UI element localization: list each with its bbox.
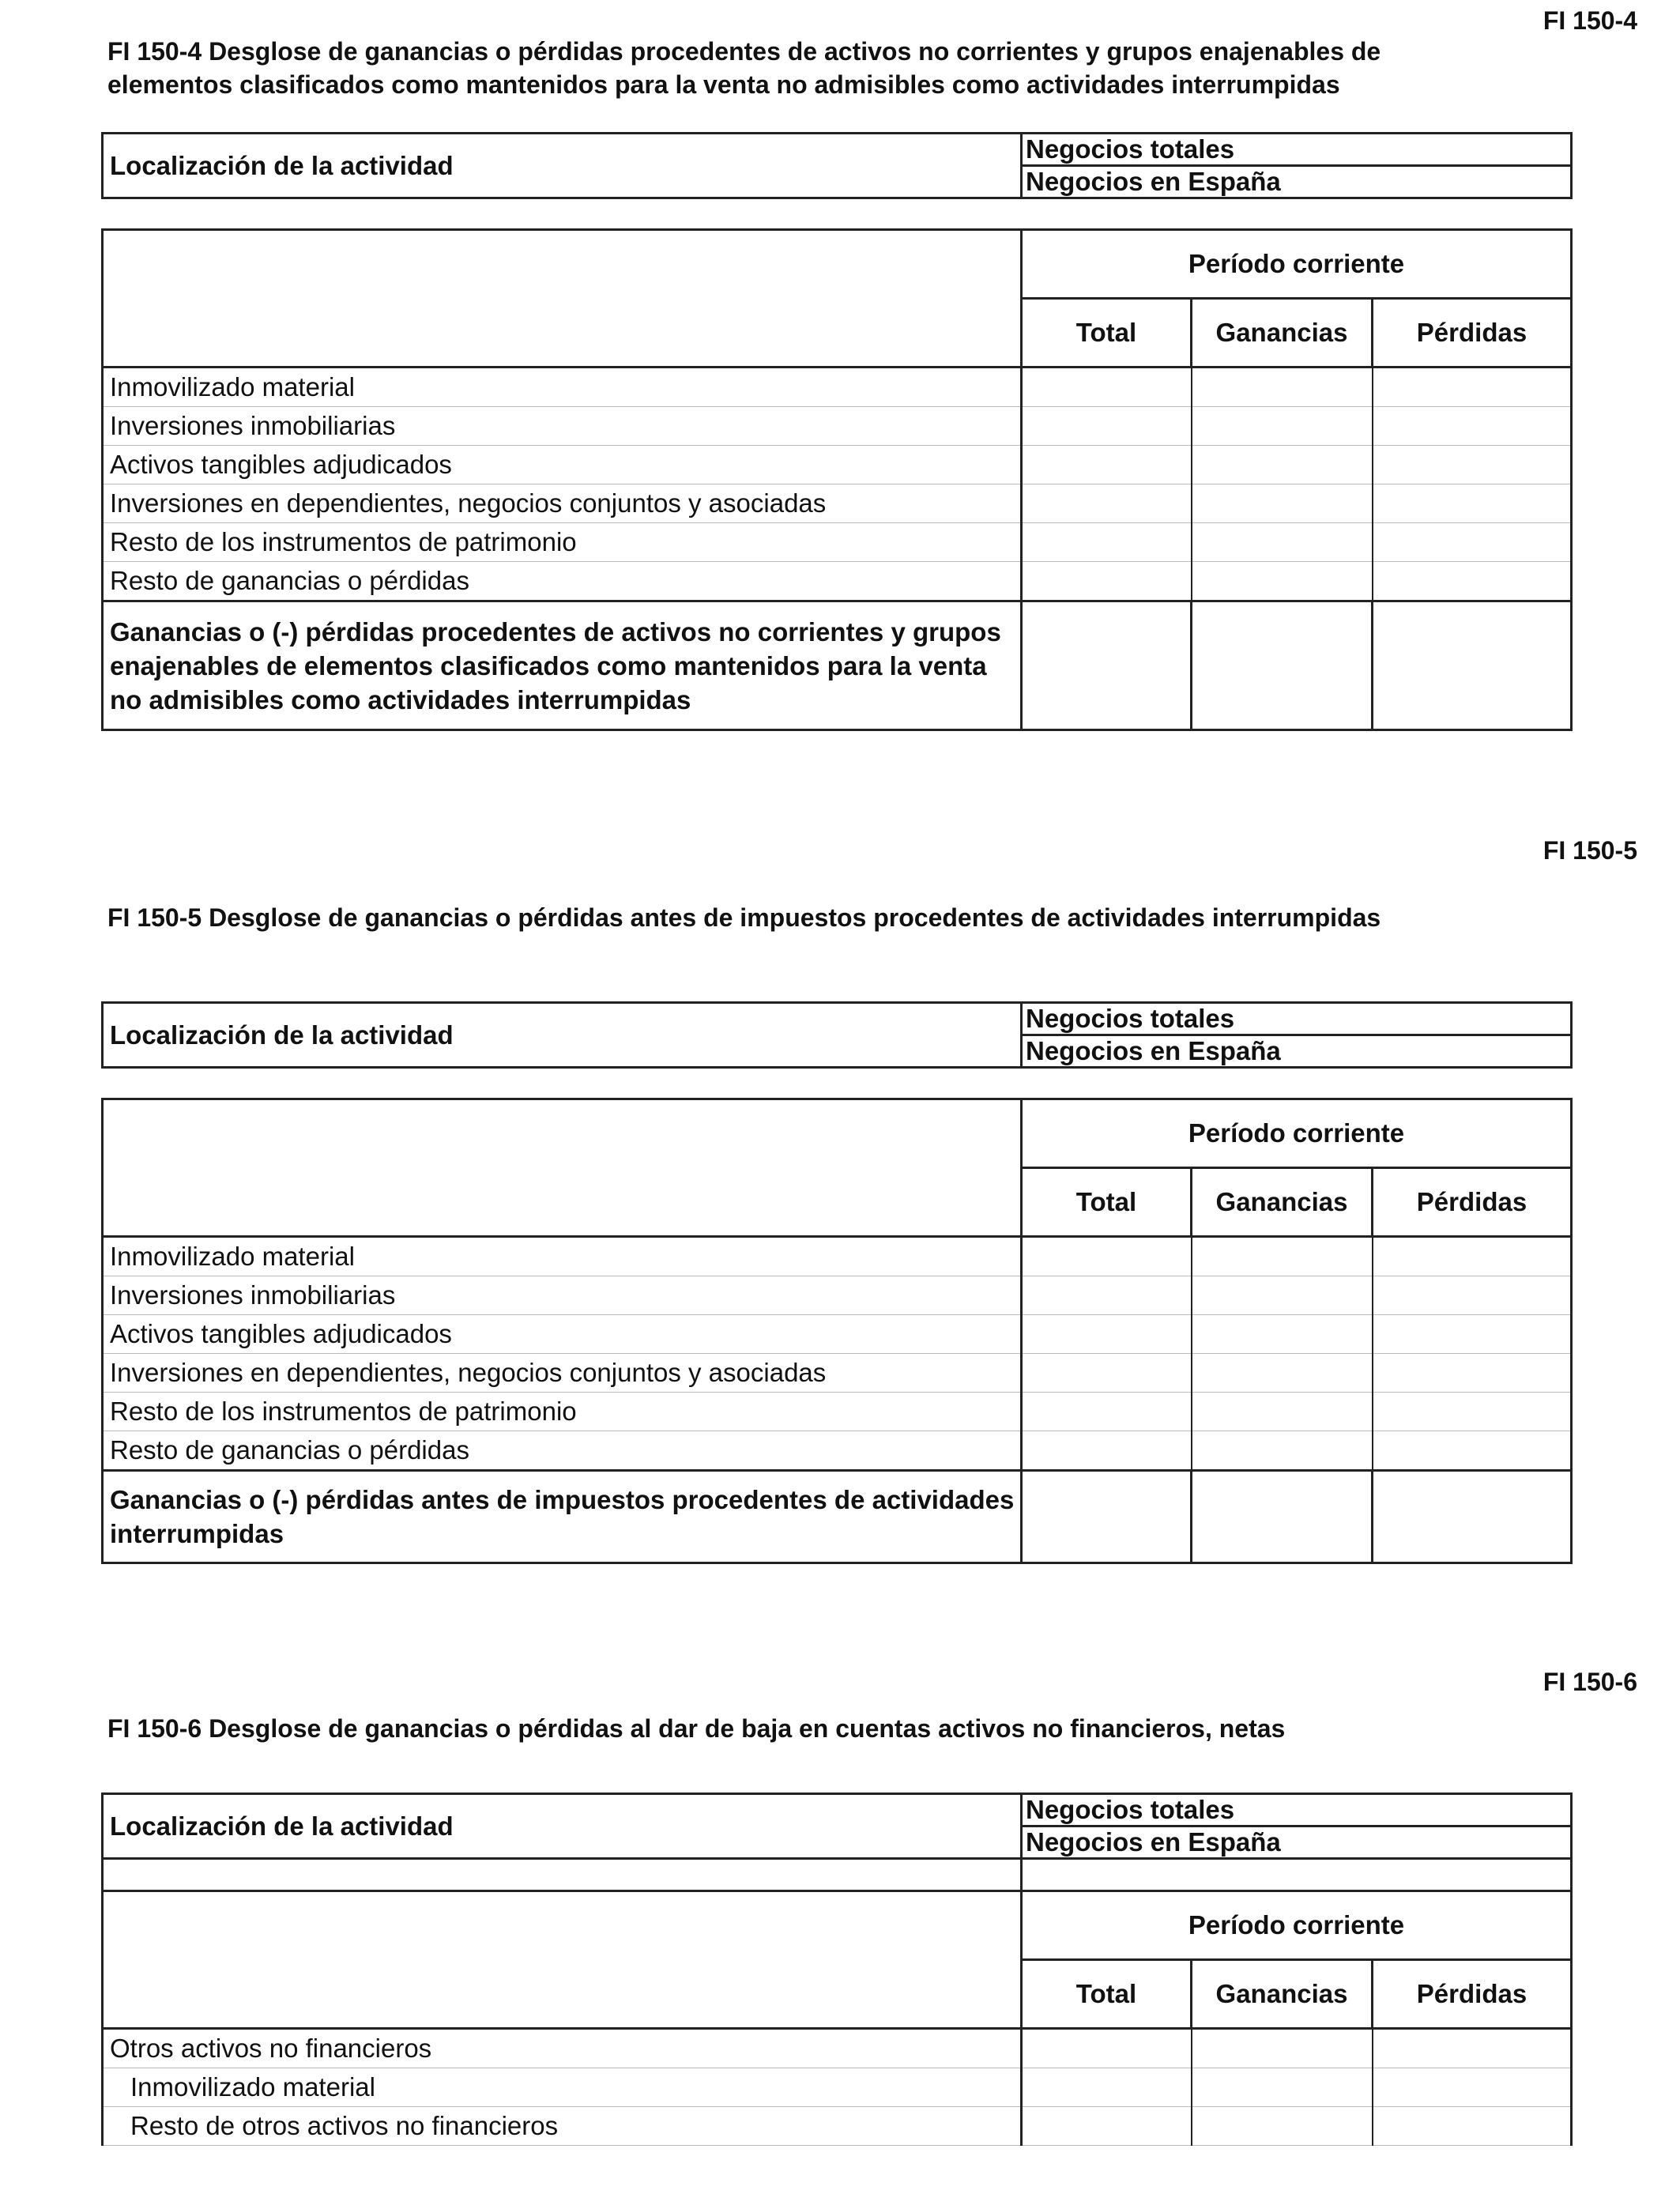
table-row bbox=[103, 562, 1572, 601]
cell-gains[interactable] bbox=[1192, 523, 1373, 562]
cell-total[interactable] bbox=[1022, 1431, 1192, 1471]
cell-losses[interactable] bbox=[1373, 601, 1572, 730]
section-title: FI 150-6 Desglose de ganancias o pérdidas al dar de baja en cuentas activos no financieros, netas bbox=[107, 1714, 1286, 1743]
row-label: Resto de ganancias o pérdidas bbox=[103, 1431, 1022, 1471]
row-label: Inversiones en dependientes, negocios conjuntos y asociadas bbox=[103, 484, 1022, 523]
location-option-spain[interactable]: Negocios en España bbox=[1022, 1826, 1572, 1859]
location-label: Localización de la actividad bbox=[103, 134, 1022, 198]
cell-gains[interactable] bbox=[1192, 407, 1373, 446]
cell-losses[interactable] bbox=[1373, 446, 1572, 484]
column-losses: Pérdidas bbox=[1373, 1168, 1572, 1237]
cell-losses[interactable] bbox=[1373, 2107, 1572, 2146]
cell-losses[interactable] bbox=[1373, 1276, 1572, 1315]
column-gains: Ganancias bbox=[1192, 299, 1373, 368]
cell-total[interactable] bbox=[1022, 407, 1192, 446]
column-total: Total bbox=[1022, 299, 1192, 368]
cell-total[interactable] bbox=[1022, 562, 1192, 601]
row-label: Activos tangibles adjudicados bbox=[103, 1315, 1022, 1354]
table-row bbox=[103, 446, 1572, 484]
spacer-cell bbox=[103, 1859, 1022, 1891]
row-label: Resto de ganancias o pérdidas bbox=[103, 562, 1022, 601]
cell-gains[interactable] bbox=[1192, 1354, 1373, 1393]
cell-total[interactable] bbox=[1022, 2029, 1192, 2068]
row-label: Inmovilizado material bbox=[103, 368, 1022, 407]
cell-losses[interactable] bbox=[1373, 368, 1572, 407]
cell-total[interactable] bbox=[1022, 1276, 1192, 1315]
cell-gains[interactable] bbox=[1192, 446, 1373, 484]
table-row bbox=[103, 2068, 1572, 2107]
table-row bbox=[103, 1315, 1572, 1354]
cell-gains[interactable] bbox=[1192, 368, 1373, 407]
cell-losses[interactable] bbox=[1373, 523, 1572, 562]
location-label: Localización de la actividad bbox=[103, 1794, 1022, 1859]
total-row-label: Ganancias o (-) pérdidas antes de impuestos procedentes de actividades interrumpidas bbox=[103, 1471, 1022, 1563]
location-table bbox=[101, 132, 1573, 199]
cell-total[interactable] bbox=[1022, 2068, 1192, 2107]
row-label: Inmovilizado material bbox=[103, 2068, 1022, 2107]
cell-total[interactable] bbox=[1022, 1354, 1192, 1393]
cell-total[interactable] bbox=[1022, 484, 1192, 523]
location-option-total[interactable]: Negocios totales bbox=[1022, 1003, 1572, 1035]
table-row bbox=[103, 523, 1572, 562]
section-title: FI 150-4 Desglose de ganancias o pérdidas procedentes de activos no corrientes y grupos enajenables de elementos clasificados como mantenidos para la venta no admisibles como actividades interrumpidas bbox=[107, 37, 1381, 99]
total-row bbox=[103, 601, 1572, 730]
period-header: Período corriente bbox=[1022, 1891, 1572, 1960]
cell-total[interactable] bbox=[1022, 1237, 1192, 1276]
cell-losses[interactable] bbox=[1373, 1431, 1572, 1471]
period-header: Período corriente bbox=[1022, 230, 1572, 299]
cell-losses[interactable] bbox=[1373, 562, 1572, 601]
location-label: Localización de la actividad bbox=[103, 1003, 1022, 1068]
cell-gains[interactable] bbox=[1192, 1276, 1373, 1315]
cell-total[interactable] bbox=[1022, 368, 1192, 407]
table-row bbox=[103, 368, 1572, 407]
cell-gains[interactable] bbox=[1192, 1237, 1373, 1276]
cell-losses[interactable] bbox=[1373, 484, 1572, 523]
column-gains: Ganancias bbox=[1192, 1960, 1373, 2029]
cell-total[interactable] bbox=[1022, 1393, 1192, 1431]
cell-total[interactable] bbox=[1022, 601, 1192, 730]
cell-losses[interactable] bbox=[1373, 1354, 1572, 1393]
cell-losses[interactable] bbox=[1373, 2029, 1572, 2068]
header-blank bbox=[103, 230, 1022, 368]
table-row bbox=[103, 1354, 1572, 1393]
location-table bbox=[101, 1001, 1573, 1069]
column-losses: Pérdidas bbox=[1373, 1960, 1572, 2029]
row-label: Resto de los instrumentos de patrimonio bbox=[103, 523, 1022, 562]
form-code: FI 150-5 bbox=[1543, 836, 1637, 865]
row-label: Inmovilizado material bbox=[103, 1237, 1022, 1276]
cell-total[interactable] bbox=[1022, 2107, 1192, 2146]
cell-gains[interactable] bbox=[1192, 2029, 1373, 2068]
cell-total[interactable] bbox=[1022, 523, 1192, 562]
cell-losses[interactable] bbox=[1373, 407, 1572, 446]
cell-losses[interactable] bbox=[1373, 2068, 1572, 2107]
row-label: Inversiones en dependientes, negocios conjuntos y asociadas bbox=[103, 1354, 1022, 1393]
header-blank bbox=[103, 1099, 1022, 1237]
form-code: FI 150-6 bbox=[1543, 1668, 1637, 1696]
row-label: Activos tangibles adjudicados bbox=[103, 446, 1022, 484]
table-row bbox=[103, 1431, 1572, 1471]
table-row bbox=[103, 2107, 1572, 2146]
cell-gains[interactable] bbox=[1192, 1393, 1373, 1431]
cell-losses[interactable] bbox=[1373, 1471, 1572, 1563]
section-title: FI 150-5 Desglose de ganancias o pérdidas antes de impuestos procedentes de actividades interrumpidas bbox=[107, 903, 1381, 932]
cell-gains[interactable] bbox=[1192, 484, 1373, 523]
cell-losses[interactable] bbox=[1373, 1393, 1572, 1431]
column-losses: Pérdidas bbox=[1373, 299, 1572, 368]
breakdown-table bbox=[101, 228, 1573, 731]
total-row-label: Ganancias o (-) pérdidas procedentes de activos no corrientes y grupos enajenables de elementos clasificados como mantenidos para la venta no admisibles como actividades interrumpidas bbox=[103, 601, 1022, 730]
cell-losses[interactable] bbox=[1373, 1237, 1572, 1276]
table-row bbox=[103, 1237, 1572, 1276]
cell-total[interactable] bbox=[1022, 1315, 1192, 1354]
column-total: Total bbox=[1022, 1960, 1192, 2029]
column-total: Total bbox=[1022, 1168, 1192, 1237]
spacer-cell bbox=[1022, 1859, 1572, 1891]
table-row bbox=[103, 1276, 1572, 1315]
row-label: Resto de otros activos no financieros bbox=[103, 2107, 1022, 2146]
header-blank bbox=[103, 1891, 1022, 2029]
cell-gains[interactable] bbox=[1192, 601, 1373, 730]
table-row bbox=[103, 484, 1572, 523]
row-label: Inversiones inmobiliarias bbox=[103, 1276, 1022, 1315]
cell-gains[interactable] bbox=[1192, 1471, 1373, 1563]
cell-gains[interactable] bbox=[1192, 1431, 1373, 1471]
total-row bbox=[103, 1471, 1572, 1563]
cell-gains[interactable] bbox=[1192, 2107, 1373, 2146]
column-gains: Ganancias bbox=[1192, 1168, 1373, 1237]
cell-gains[interactable] bbox=[1192, 2068, 1373, 2107]
row-label: Otros activos no financieros bbox=[103, 2029, 1022, 2068]
table-row bbox=[103, 1393, 1572, 1431]
table-row bbox=[103, 407, 1572, 446]
row-label: Inversiones inmobiliarias bbox=[103, 407, 1022, 446]
location-option-total[interactable]: Negocios totales bbox=[1022, 1794, 1572, 1826]
cell-losses[interactable] bbox=[1373, 1315, 1572, 1354]
breakdown-table bbox=[101, 1098, 1573, 1564]
breakdown-table bbox=[101, 1793, 1573, 2146]
cell-gains[interactable] bbox=[1192, 562, 1373, 601]
table-row bbox=[103, 2029, 1572, 2068]
location-option-total[interactable]: Negocios totales bbox=[1022, 134, 1572, 166]
location-option-spain[interactable]: Negocios en España bbox=[1022, 1035, 1572, 1068]
cell-total[interactable] bbox=[1022, 446, 1192, 484]
form-code: FI 150-4 bbox=[1543, 6, 1637, 35]
location-option-spain[interactable]: Negocios en España bbox=[1022, 166, 1572, 198]
period-header: Período corriente bbox=[1022, 1099, 1572, 1168]
row-label: Resto de los instrumentos de patrimonio bbox=[103, 1393, 1022, 1431]
cell-total[interactable] bbox=[1022, 1471, 1192, 1563]
cell-gains[interactable] bbox=[1192, 1315, 1373, 1354]
